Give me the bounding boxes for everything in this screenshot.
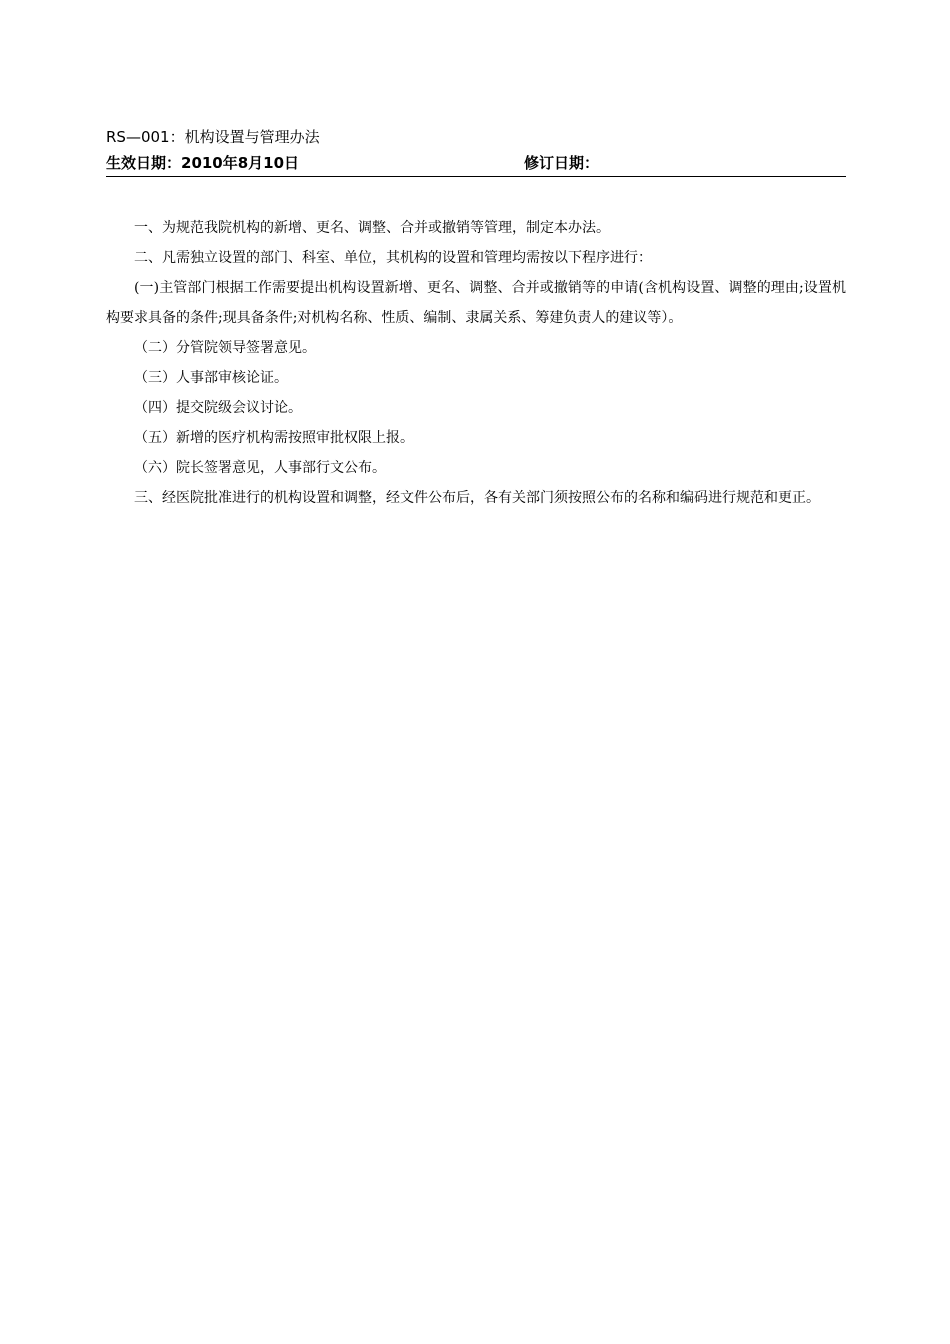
- procedure-step-3: （三）人事部审核论证。: [134, 370, 288, 386]
- revision-date: 修订日期：: [524, 154, 600, 172]
- procedure-step-5: （五）新增的医疗机构需按照审批权限上报。: [134, 430, 414, 446]
- procedure-step-1: (一)主管部门根据工作需要提出机构设置新增、更名、调整、合并或撤销等的申请(含机构设置、调整的理由;设置机构要求具备的条件;现具备条件;对机构名称、性质、编制、隶属关系、筹建负责人的建议等）。: [106, 280, 846, 326]
- effective-date: 生效日期：2010年8月10日: [106, 154, 300, 172]
- document-body: [106, 213, 846, 513]
- document-title: RS—001：机构设置与管理办法: [106, 128, 320, 146]
- paragraph-publication: 三、经医院批准进行的机构设置和调整，经文件公布后，各有关部门须按照公布的名称和编码进行规范和更正。: [134, 490, 820, 506]
- document-page: [106, 124, 846, 513]
- procedure-step-2: （二）分管院领导签署意见。: [134, 340, 316, 356]
- date-header-line: [106, 150, 846, 177]
- paragraph-procedure-intro: 二、凡需独立设置的部门、科室、单位，其机构的设置和管理均需按以下程序进行：: [134, 250, 652, 266]
- procedure-step-6: （六）院长签署意见，人事部行文公布。: [134, 460, 386, 476]
- procedure-step-4: （四）提交院级会议讨论。: [134, 400, 302, 416]
- paragraph-purpose: 一、为规范我院机构的新增、更名、调整、合并或撤销等管理，制定本办法。: [134, 220, 610, 236]
